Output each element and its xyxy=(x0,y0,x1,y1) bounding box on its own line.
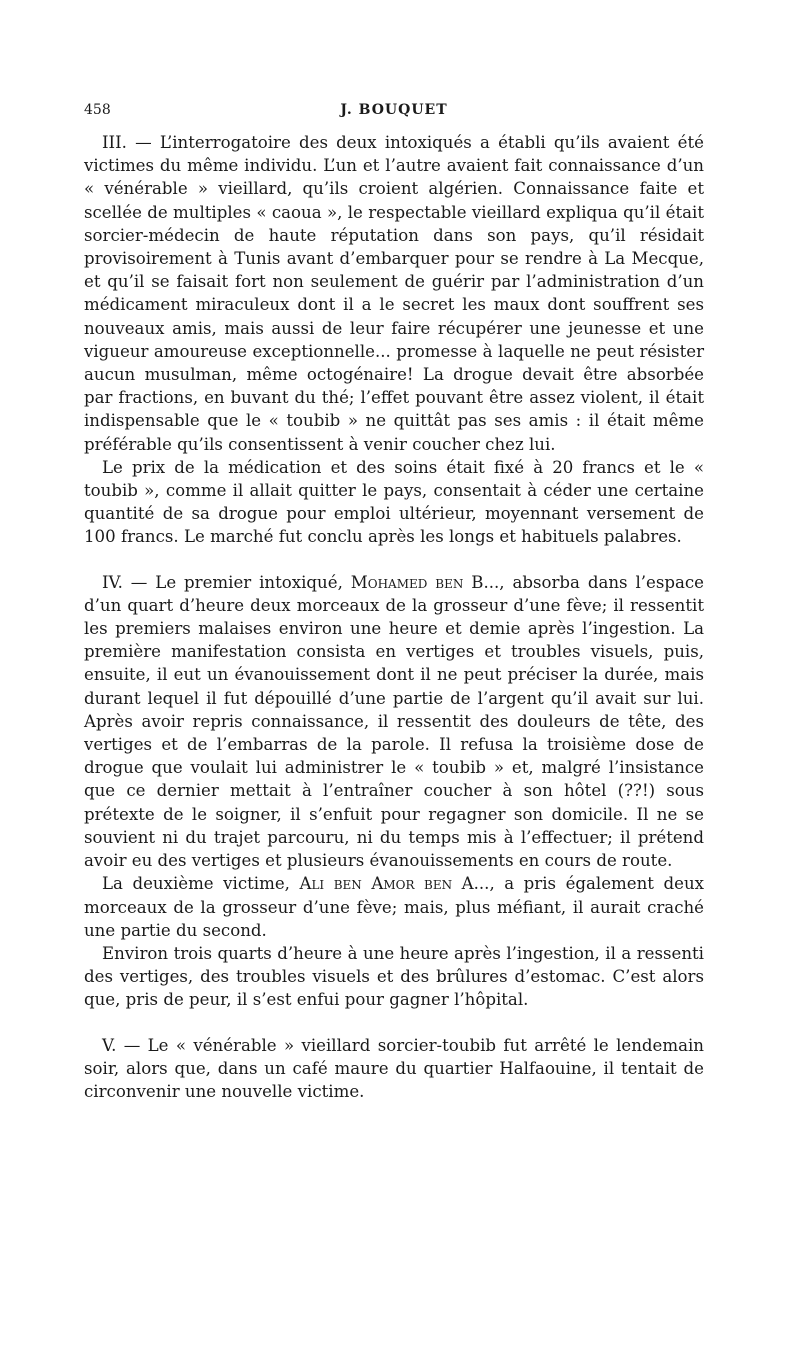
paragraph xyxy=(84,571,704,873)
paragraph: Le prix de la médication et des soins était fixé à 20 francs et le « toubib », comme il allait quitter le pays, consentait à céder une certaine quantité de sa drogue pour emploi ultérieur, moyennant versement de 100 francs. Le marché fut conclu après les longs et habituels palabres. xyxy=(84,457,704,547)
person-name: Ali ben Amor ben A... xyxy=(299,874,490,894)
section-v xyxy=(84,1034,704,1104)
section-iii xyxy=(84,131,704,549)
person-name: Mohamed ben B... xyxy=(350,572,500,592)
paragraph: V. — Le « vénérable » vieillard sorcier-toubib fut arrêté le lendemain soir, alors que, dans un café maure du quartier Halfaouine, il tentait de circonvenir une nouvelle victime. xyxy=(84,1035,704,1101)
paragraph xyxy=(84,872,704,942)
paragraph-text: La deuxième victime, xyxy=(102,874,300,894)
running-head: J. BOUQUET xyxy=(340,102,448,118)
body-text xyxy=(84,131,704,1103)
paragraph: Environ trois quarts d’heure à une heure après l’ingestion, il a ressenti des vertiges, des troubles visuels et des brûlures d’estomac. C’est alors que, pris de peur, il s’est enfui pour gagner l’hôpital. xyxy=(84,943,704,1010)
paragraph: III. — L’interrogatoire des deux intoxiqués a établi qu’ils avaient été victimes du même individu. L’un et l’autre avaient fait connaissance d’un « vénérable » vieillard, qu’ils croient algérien. Connaissance faite et scellée de multiples « caoua », le respectable vieillard expliqua qu’il était sorcier-médecin de haute réputation dans son pays, qu’il résidait provisoirement à Tunis avant d’embarquer pour se rendre à La Mecque, et qu’il se faisait fort non seulement de guérir par l’administration d’un médicament miraculeux dont il a le secret les maux dont souffrent ses nouveaux amis, mais aussi de leur faire récupérer une jeunesse et une vigueur amoureuse exceptionnelle... promesse à laquelle ne peut résister aucun musulman, même octogénaire! La drogue devait être absorbée par fractions, en buvant du thé; l’effet pouvant être assez violent, il était indispensable que le « toubib » ne quittât pas ses amis : il était même préférable qu’ils consentissent à venir coucher chez lui. xyxy=(84,133,704,454)
paragraph-text: , absorba dans l’espace d’un quart d’heure deux morceaux de la grosseur d’une fève; il ressentit les premiers malaises environ une heure et demie après l’ingestion. La première manifestation consista en vertiges et troubles visuels, puis, ensuite, il eut un évanouissement dont il ne peut préciser la durée, mais durant lequel il fut dépouillé d’une partie de l’argent qu’il avait sur lui. Après avoir repris connaissance, il ressentit des douleurs de tête, des vertiges et de l’embarras de la parole. Il refusa la troisième dose de drogue que voulait lui administrer le « toubib » et, malgré l’insistance que ce dernier mettait à l’entraîner coucher à son hôtel (??!) sous prétexte de le soigner, il s’enfuit pour regagner son domicile. Il ne se souvient ni du trajet parcouru, ni du temps mis à l’effectuer; il prétend avoir eu des vertiges et plusieurs évanouissements en cours de route. xyxy=(84,572,704,871)
page-header xyxy=(84,96,704,122)
paragraph-text: IV. — Le premier intoxiqué, xyxy=(102,572,351,592)
paragraph-text: , a pris également deux morceaux de la grosseur d’une fève; mais, plus méfiant, il aurait craché une partie du second. xyxy=(84,874,704,940)
page-number: 458 xyxy=(84,102,111,118)
book-page xyxy=(84,96,704,1103)
section-iv xyxy=(84,571,704,1012)
